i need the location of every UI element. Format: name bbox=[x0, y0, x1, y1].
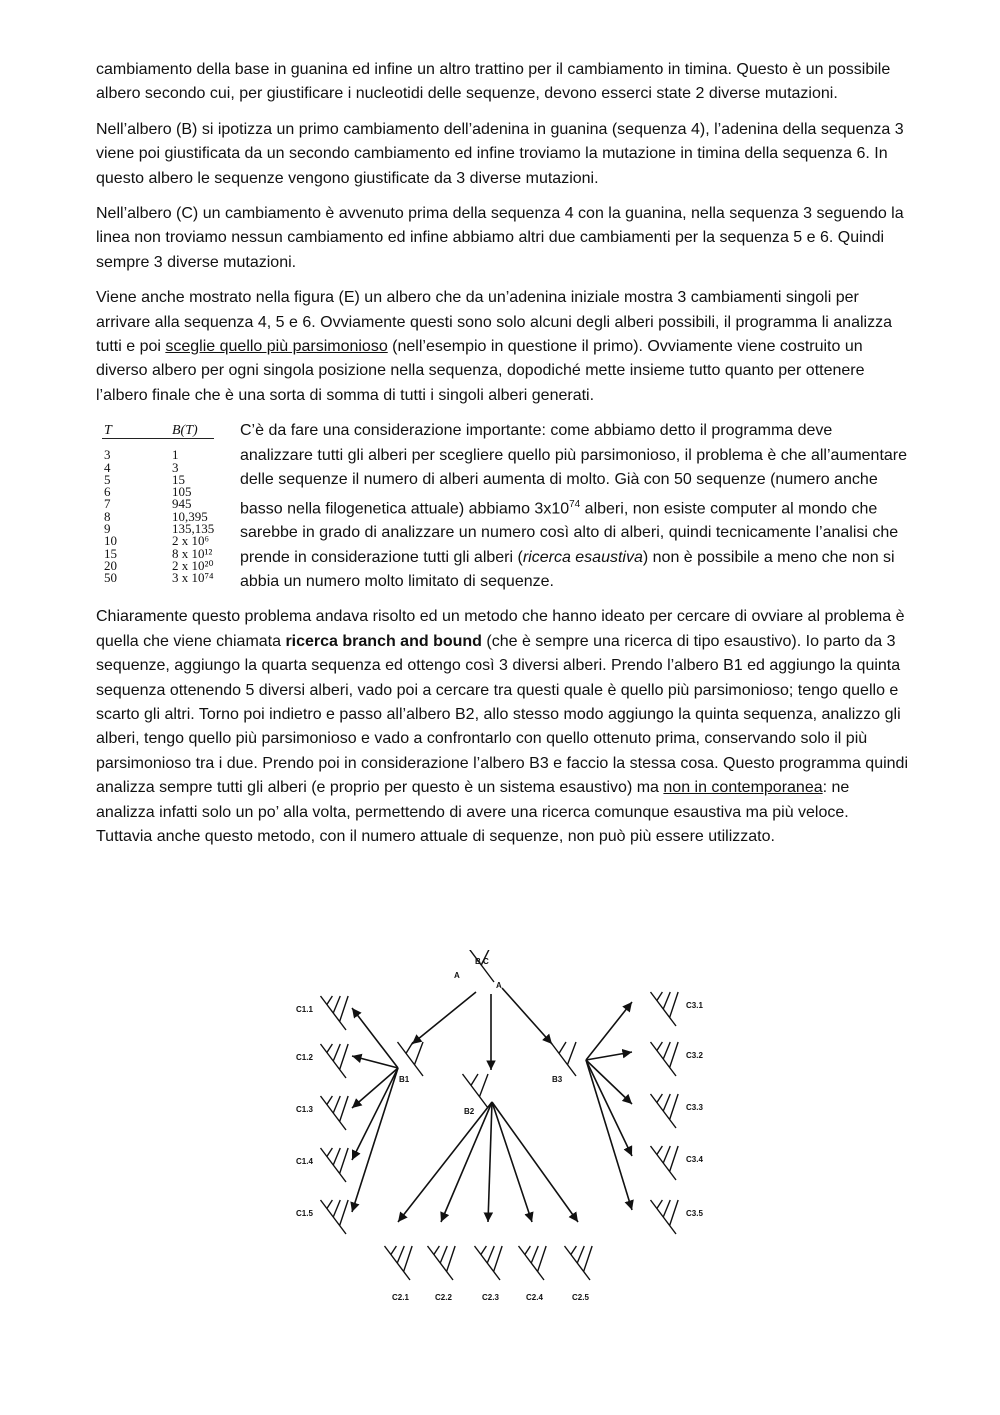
label-c3-5: C3.5 bbox=[686, 1209, 703, 1218]
table-cell-bt: 135,135 bbox=[172, 521, 215, 537]
label-b3: B3 bbox=[552, 1075, 563, 1084]
tree-c2-2-branch bbox=[440, 1246, 447, 1263]
tree-c2-3-branch bbox=[487, 1246, 494, 1263]
tree-c3-5-branch bbox=[670, 1200, 679, 1226]
label-c1-2: C1.2 bbox=[296, 1053, 313, 1062]
label-c1-3: C1.3 bbox=[296, 1105, 313, 1114]
table-row bbox=[96, 459, 226, 475]
paragraph-4-text-b: (nell’esempio in questione il primo). Ovviamente viene costruito un diverso albero per ogni singola posizione nella sequenza, dopodiché mette insieme tutto quanto per ottenere l’albero finale che è una sorta di somma di tutti i singoli alberi generati. bbox=[96, 338, 865, 404]
paragraph-1: cambiamento della base in guanina ed infine un altro trattino per il cambiamento in timina. Questo è un possibile albero secondo cui, per giustificare i nucleotidi delle sequenze, devono esserci state 2 diverse mutazioni. bbox=[96, 61, 891, 103]
table-cell-bt: 2 x 10⁶ bbox=[172, 533, 210, 549]
table-cell-t: 7 bbox=[104, 496, 111, 512]
tree-c2-3-branch bbox=[494, 1246, 503, 1272]
arrow-root-b3 bbox=[502, 988, 552, 1044]
table-cell-bt: 3 bbox=[172, 459, 179, 475]
tree-b3-branch bbox=[568, 1042, 577, 1065]
label-c1-1: C1.1 bbox=[296, 1005, 313, 1014]
table-cell-bt: 105 bbox=[172, 484, 192, 500]
label-c2-4: C2.4 bbox=[526, 1293, 543, 1302]
table-and-text-block bbox=[96, 419, 908, 594]
paragraph-5-text-a: C’è da fare una considerazione importante: come abbiamo detto il programma deve analizzare tutti gli alberi per scegliere quello più parsimonioso, il problema è che all’aumentare delle sequenze il numero di alberi aumenta di molto. Già con 50 sequenze (numero anche basso nella filogenetica attuale) abbiamo 3x10 bbox=[240, 422, 908, 517]
root-base-label: A bbox=[496, 981, 502, 990]
tree-c1-5-branch bbox=[327, 1200, 333, 1209]
paragraph-6-text-b: (che è sempre una ricerca di tipo esaustivo). Io parto da 3 sequenze, aggiungo la quarta sequenza ed ottengo così 3 diversi alberi. Prendo l’albero B1 ed aggiungo la quinta sequenza ottenendo 5 diversi alberi, vado poi a cercare tra questi quale è quello più parsimonioso; tengo quello e scarto gli altri. Torno poi indietro e passo all’albero B2, allo stesso modo aggiungo la quinta sequenza, analizzo gli alberi, tengo quello più parsimonioso e vado a confrontarlo con quello ottenuto prima, conservando solo il più parsimonioso tra i due. Prendo poi in considerazione l’albero B3 e faccio la stessa cosa. Questo programma quindi analizza sempre tutti gli alberi (e proprio per questo è un sistema esaustivo) ma bbox=[96, 632, 908, 797]
arrow-b3-c3-4 bbox=[586, 1060, 632, 1156]
arrow-b1-c1-4 bbox=[352, 1068, 398, 1160]
table-cell-t: 20 bbox=[104, 557, 117, 573]
table-cell-t: 9 bbox=[104, 521, 111, 537]
table-cell-t: 10 bbox=[104, 533, 117, 549]
tree-c1-3-branch bbox=[340, 1096, 349, 1122]
paragraph-2: Nell’albero (B) si ipotizza un primo cambiamento dell’adenina in guanina (sequenza 4), l’adenina della sequenza 3 viene poi giustificata da un secondo cambiamento ed infine troviamo la mutazione in timina della sequenza 6. In questo albero le sequenze vengono giustificate da 3 diverse mutazioni. bbox=[96, 120, 904, 187]
tree-c3-4-branch bbox=[657, 1146, 663, 1155]
tree-c3-3-branch bbox=[670, 1094, 679, 1120]
tree-c2-2-branch bbox=[434, 1246, 440, 1255]
tree-c1-2-branch bbox=[340, 1044, 349, 1070]
document-page bbox=[96, 58, 908, 861]
tree-c2-4-branch bbox=[538, 1246, 547, 1272]
root-tip-labels: B C bbox=[475, 957, 489, 966]
table-row bbox=[96, 572, 226, 584]
tree-c2-2-branch bbox=[447, 1246, 456, 1272]
label-c1-4: C1.4 bbox=[296, 1157, 313, 1166]
table-cell-t: 5 bbox=[104, 471, 111, 487]
tree-c2-4-branch bbox=[525, 1246, 531, 1255]
label-b1: B1 bbox=[399, 1075, 410, 1084]
tree-c1-5-branch bbox=[340, 1200, 349, 1226]
table-cell-bt: 15 bbox=[172, 471, 185, 487]
table-header-rule bbox=[102, 438, 214, 439]
arrow-b2-c2-3 bbox=[488, 1102, 492, 1222]
paragraph-6-text-a: Chiaramente questo problema andava risolto ed un metodo che hanno ideato per cercare di ovviare al problema è quella che viene chiamata bbox=[96, 608, 905, 650]
table-cell-t: 50 bbox=[104, 570, 117, 586]
tree-c1-1-branch bbox=[333, 996, 340, 1013]
paragraph-4-text-a: Viene anche mostrato nella figura (E) un albero che da un’adenina iniziale mostra 3 cambiamenti singoli per arrivare alla sequenza 4, 5 e 6. Ovviamente questi sono solo alcuni degli alberi possibili, il programma li analizza tutti e poi bbox=[96, 289, 892, 356]
table-cell-bt: 3 x 10⁷⁴ bbox=[172, 570, 214, 586]
underlined-phrase: sceglie quello più parsimonioso bbox=[165, 338, 388, 356]
arrow-b2-c2-1 bbox=[398, 1102, 492, 1222]
paragraph-5 bbox=[240, 419, 908, 594]
tree-c1-3-branch bbox=[327, 1096, 333, 1105]
table-header-bt: B(T) bbox=[172, 423, 198, 439]
arrow-b2-c2-4 bbox=[492, 1102, 532, 1222]
tree-c2-1-branch bbox=[391, 1246, 397, 1255]
label-c3-1: C3.1 bbox=[686, 1001, 703, 1010]
tree-b3-branch bbox=[559, 1042, 566, 1053]
tree-b2-branch bbox=[471, 1074, 478, 1085]
arrow-b3-c3-2 bbox=[586, 1052, 632, 1060]
tree-c3-1-branch bbox=[663, 992, 670, 1009]
table-cell-t: 4 bbox=[104, 459, 111, 475]
table-cell-bt: 8 x 10¹² bbox=[172, 545, 213, 561]
underlined-term: non in contemporanea bbox=[663, 779, 823, 797]
tree-c3-5-branch bbox=[663, 1200, 670, 1217]
table-cell-bt: 10,395 bbox=[172, 508, 208, 524]
paragraph-5-text-b: alberi, non esiste computer al mondo che sarebbe in grado di analizzare un numero così alto di alberi, quindi tecnicamente l’analisi che prende in considerazione tutti gli alberi ( bbox=[240, 499, 899, 566]
bold-term: ricerca branch and bound bbox=[285, 632, 482, 650]
tree-c2-5-branch bbox=[571, 1246, 577, 1255]
table-cell-bt: 2 x 10²⁰ bbox=[172, 557, 214, 573]
table-header-t: T bbox=[104, 423, 112, 439]
tree-c3-2-branch bbox=[663, 1042, 670, 1059]
tree-c1-4-branch bbox=[340, 1148, 349, 1174]
label-c3-4: C3.4 bbox=[686, 1155, 703, 1164]
table-cell-bt: 1 bbox=[172, 447, 179, 463]
arrow-b1-c1-5 bbox=[352, 1068, 398, 1212]
tree-c1-4-branch bbox=[327, 1148, 333, 1157]
table-cell-bt: 945 bbox=[172, 496, 192, 512]
table-cell-t: 6 bbox=[104, 484, 111, 500]
arrow-root-b1 bbox=[412, 992, 476, 1044]
tree-b1-branch bbox=[406, 1042, 413, 1053]
tree-c3-3-branch bbox=[657, 1094, 663, 1103]
table-row bbox=[96, 449, 226, 461]
paragraph-5-text-c: ) non è possibile a meno che non si abbia un numero molto limitato di sequenze. bbox=[240, 548, 895, 591]
label-c2-2: C2.2 bbox=[435, 1293, 452, 1302]
tree-diagram bbox=[280, 950, 730, 1310]
tree-c1-1-branch bbox=[327, 996, 333, 1005]
tree-c2-1-branch bbox=[397, 1246, 404, 1263]
tree-c1-2-branch bbox=[327, 1044, 333, 1053]
table-cell-t: 15 bbox=[104, 545, 117, 561]
table-rows bbox=[96, 449, 226, 584]
tree-c2-4-branch bbox=[531, 1246, 538, 1263]
label-c1-5: C1.5 bbox=[296, 1209, 313, 1218]
label-c2-5: C2.5 bbox=[572, 1293, 589, 1302]
root-tree-trunk bbox=[469, 950, 495, 982]
tree-c3-1-branch bbox=[670, 992, 679, 1018]
tree-c1-1-branch bbox=[340, 996, 349, 1022]
tree-b1-branch bbox=[415, 1042, 424, 1065]
root-label: A bbox=[454, 971, 460, 980]
paragraph-6-text-c: : ne analizza infatti solo un po’ alla volta, permettendo di avere una ricerca comunque esaustiva ma più veloce. Tuttavia anche questo metodo, con il numero attuale di sequenze, non può più essere utilizzato. bbox=[96, 779, 850, 846]
table-header bbox=[96, 423, 226, 441]
tree-c3-3-branch bbox=[663, 1094, 670, 1111]
label-c3-2: C3.2 bbox=[686, 1051, 703, 1060]
table-row bbox=[96, 486, 226, 498]
tree-c3-5-branch bbox=[657, 1200, 663, 1209]
paragraph-4 bbox=[96, 286, 908, 408]
tree-c1-4-branch bbox=[333, 1148, 340, 1165]
tree-c3-4-branch bbox=[663, 1146, 670, 1163]
italic-term: ricerca esaustiva bbox=[522, 548, 643, 566]
arrow-b2-c2-2 bbox=[441, 1102, 492, 1222]
label-c2-1: C2.1 bbox=[392, 1293, 409, 1302]
tree-count-table bbox=[96, 423, 226, 584]
paragraph-6 bbox=[96, 605, 908, 849]
tree-c1-5-branch bbox=[333, 1200, 340, 1217]
arrow-b3-c3-1 bbox=[586, 1002, 632, 1060]
table-cell-t: 3 bbox=[104, 447, 111, 463]
arrow-b2-c2-5 bbox=[492, 1102, 578, 1222]
label-c2-3: C2.3 bbox=[482, 1293, 499, 1302]
tree-c2-5-branch bbox=[584, 1246, 593, 1272]
table-row bbox=[96, 471, 226, 487]
tree-c2-1-branch bbox=[404, 1246, 413, 1272]
tree-c3-4-branch bbox=[670, 1146, 679, 1172]
branch-and-bound-figure bbox=[280, 950, 730, 1310]
tree-c3-2-branch bbox=[657, 1042, 663, 1051]
tree-c3-2-branch bbox=[670, 1042, 679, 1068]
table-cell-t: 8 bbox=[104, 508, 111, 524]
arrow-b1-c1-1 bbox=[352, 1008, 398, 1068]
tree-c1-2-branch bbox=[333, 1044, 340, 1061]
tree-c1-3-branch bbox=[333, 1096, 340, 1113]
label-b2: B2 bbox=[464, 1107, 475, 1116]
tree-c2-5-branch bbox=[577, 1246, 584, 1263]
label-c3-3: C3.3 bbox=[686, 1103, 703, 1112]
tree-c2-3-branch bbox=[481, 1246, 487, 1255]
paragraph-3: Nell’albero (C) un cambiamento è avvenuto prima della sequenza 4 con la guanina, nella sequenza 3 seguendo la linea non troviamo nessun cambiamento ed infine abbiamo altri due cambiamenti per la sequenza 5 e 6. Quindi sempre 3 diverse mutazioni. bbox=[96, 205, 904, 271]
tree-b2-branch bbox=[480, 1074, 489, 1097]
exponent: 74 bbox=[569, 498, 581, 510]
tree-c3-1-branch bbox=[657, 992, 663, 1001]
